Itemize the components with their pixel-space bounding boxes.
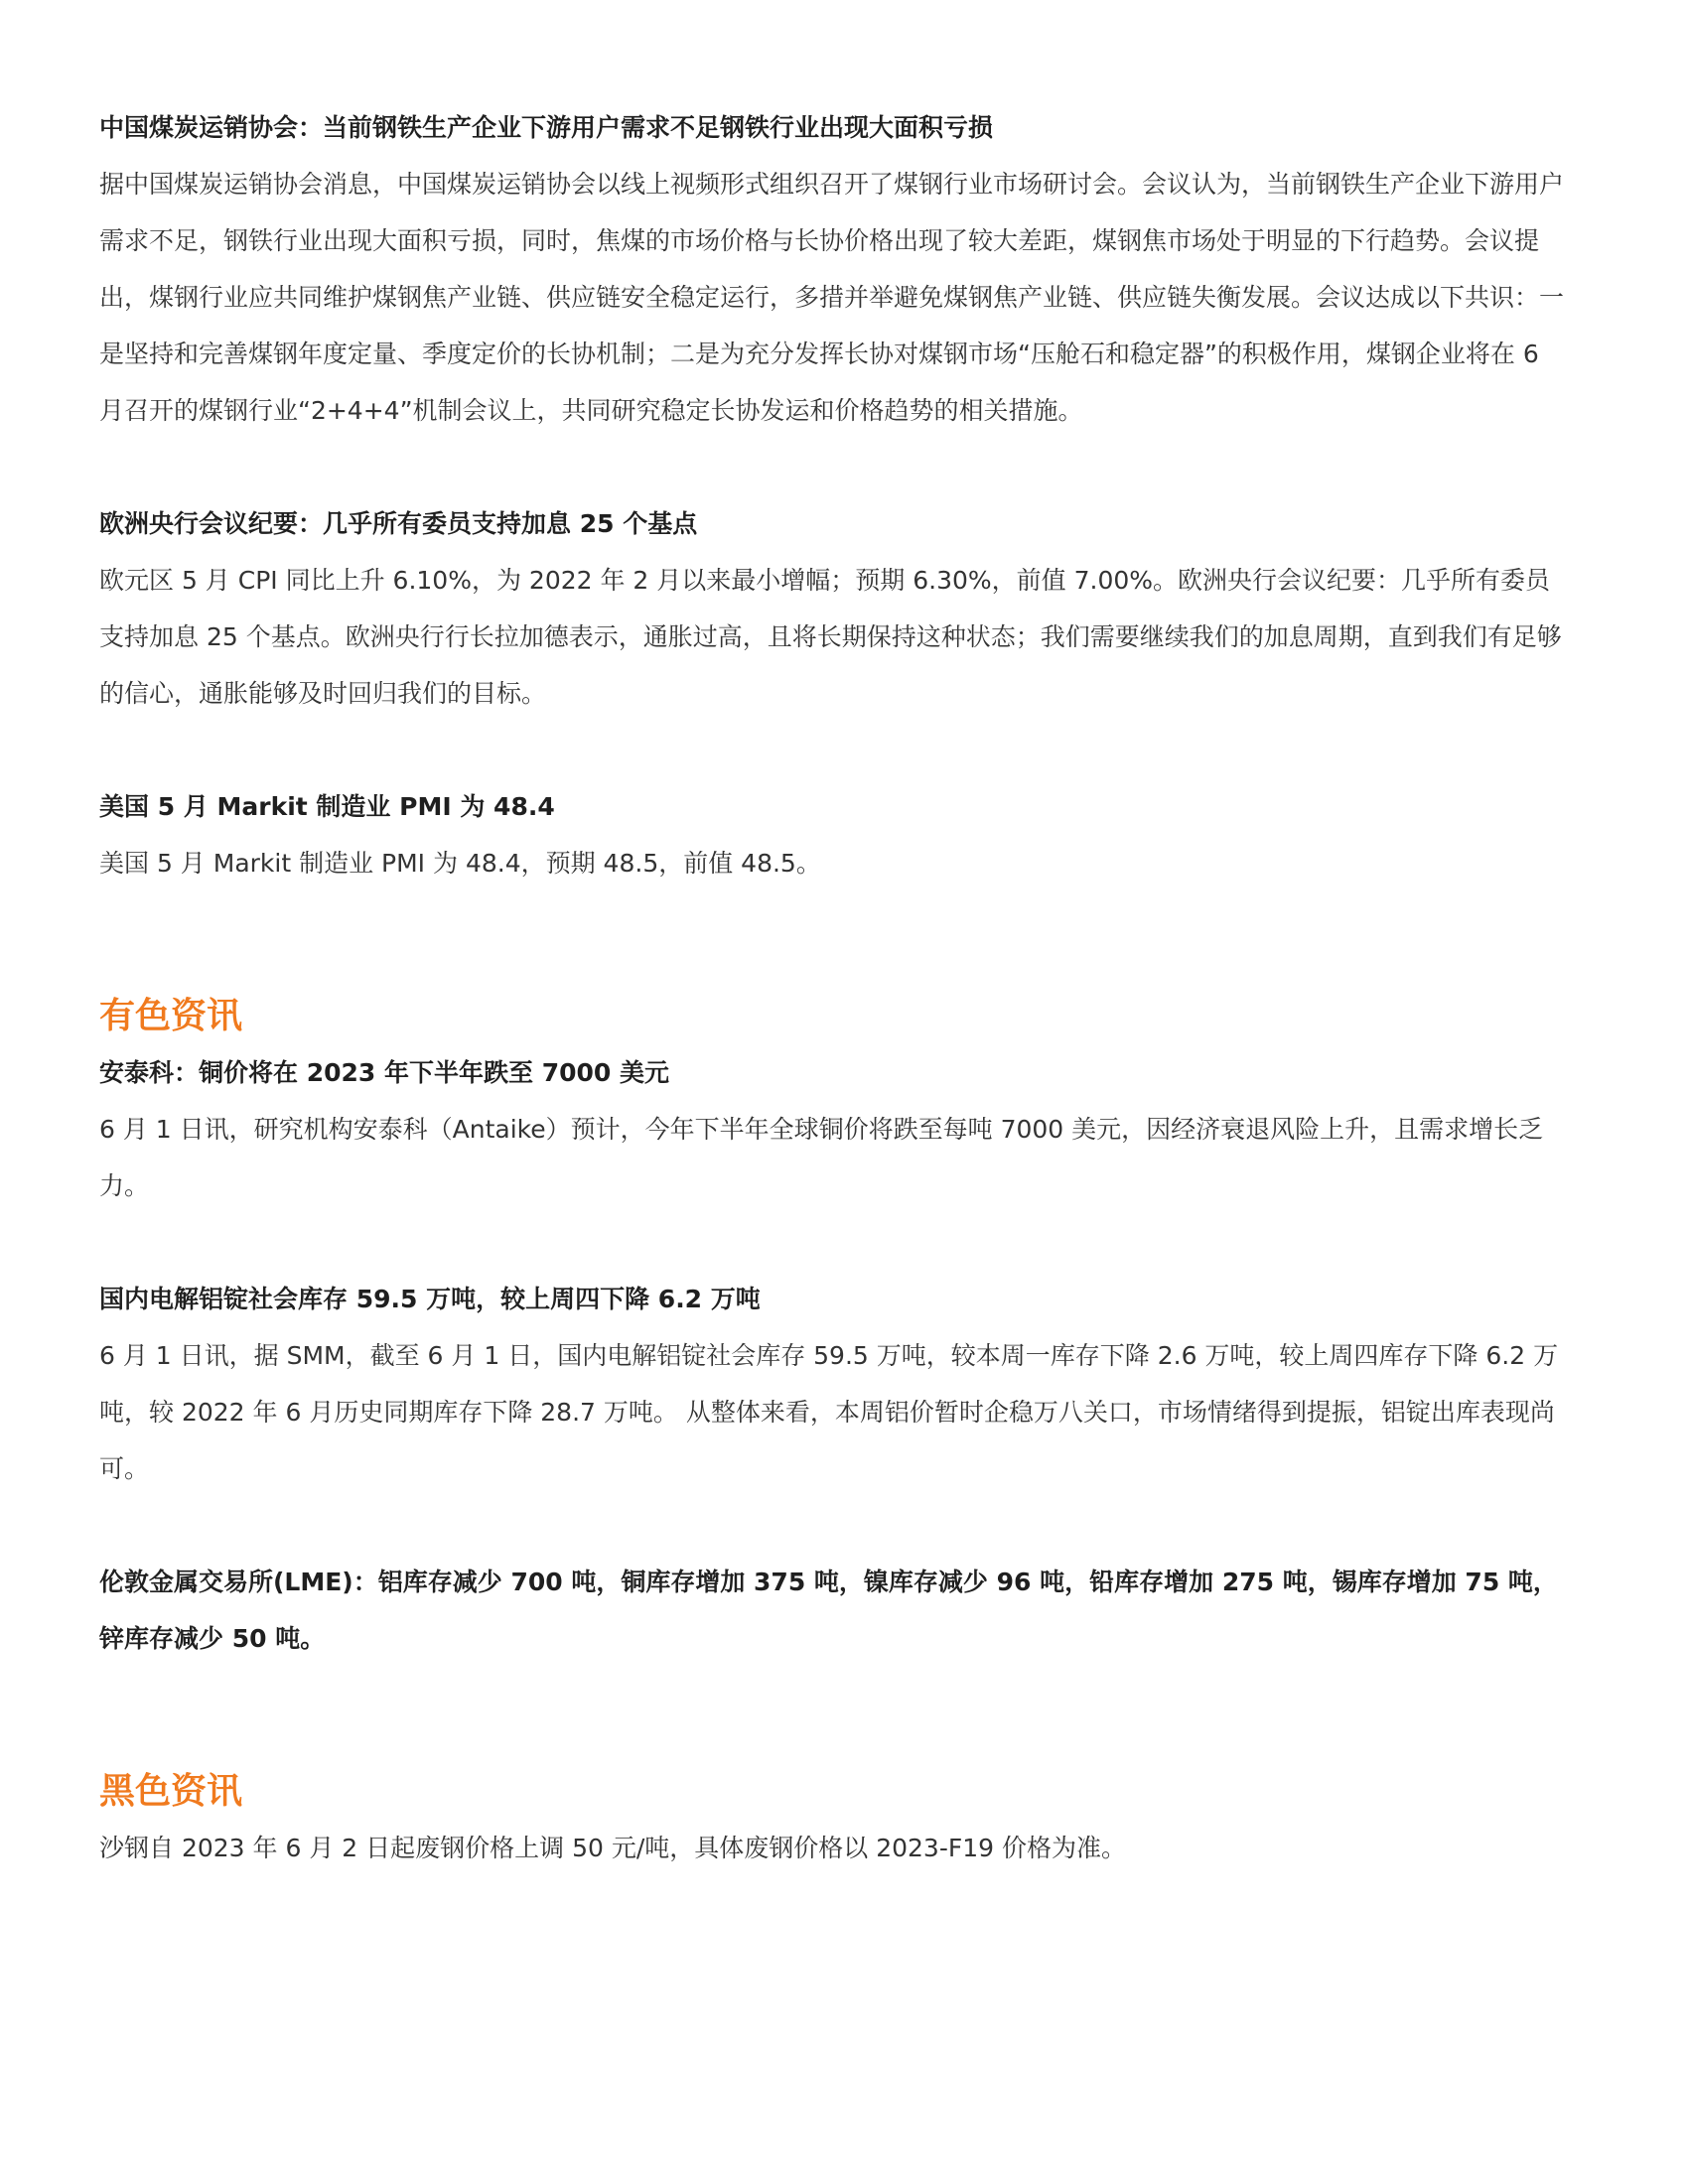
- article-headline-lme: 伦敦金属交易所(LME)：铝库存减少 700 吨，铜库存增加 375 吨，镍库存减少 96 吨，铅库存增加 275 吨，锡库存增加 75 吨，锌库存减少 50 吨。: [99, 1568, 1558, 1653]
- article-headline-copper: 安泰科：铜价将在 2023 年下半年跌至 7000 美元: [99, 1058, 669, 1087]
- spacer: [99, 1497, 1569, 1554]
- article-body-copper: 6 月 1 日讯，研究机构安泰科（Antaike）预计，今年下半年全球铜价将跌至每吨 7000 美元，因经济衰退风险上升，且需求增长乏力。: [99, 1115, 1544, 1200]
- document-page: [99, 99, 1569, 1876]
- article-headline-ecb: 欧洲央行会议纪要：几乎所有委员支持加息 25 个基点: [99, 509, 698, 538]
- spacer: [99, 1667, 1569, 1763]
- article-body-ferrous: 沙钢自 2023 年 6 月 2 日起废钢价格上调 50 元/吨，具体废钢价格以 2023-F19 价格为准。: [99, 1834, 1126, 1862]
- article-headline-coal: 中国煤炭运销协会：当前钢铁生产企业下游用户需求不足钢铁行业出现大面积亏损: [99, 113, 994, 142]
- article-body-aluminum: 6 月 1 日讯，据 SMM，截至 6 月 1 日，国内电解铝锭社会库存 59.5 万吨，较本周一库存下降 2.6 万吨，较上周四库存下降 6.2 万吨，较 2022 年 6 月历史同期库存下降 28.7 万吨。 从整体来看，本周铝价暂时企稳万八关口，市场情绪得到提振，铝锭出库表现尚可。: [99, 1341, 1559, 1483]
- article-body-coal: 据中国煤炭运销协会消息，中国煤炭运销协会以线上视频形式组织召开了煤钢行业市场研讨会。会议认为，当前钢铁生产企业下游用户需求不足，钢铁行业出现大面积亏损，同时，焦煤的市场价格与长协价格出现了较大差距，煤钢焦市场处于明显的下行趋势。会议提出，煤钢行业应共同维护煤钢焦产业链、供应链安全稳定运行，多措并举避免煤钢焦产业链、供应链失衡发展。会议达成以下共识：一是坚持和完善煤钢年度定量、季度定价的长协机制；二是为充分发挥长协对煤钢市场“压舱石和稳定器”的积极作用，煤钢企业将在 6 月召开的煤钢行业“2+4+4”机制会议上，共同研究稳定长协发运和价格趋势的相关措施。: [99, 170, 1565, 425]
- spacer: [99, 722, 1569, 778]
- article-headline-aluminum: 国内电解铝锭社会库存 59.5 万吨，较上周四下降 6.2 万吨: [99, 1285, 761, 1313]
- section-title-nonferrous: 有色资讯: [99, 996, 243, 1036]
- spacer: [99, 891, 1569, 988]
- spacer: [99, 1214, 1569, 1271]
- article-body-ecb: 欧元区 5 月 CPI 同比上升 6.10%，为 2022 年 2 月以来最小增幅；预期 6.30%，前值 7.00%。欧洲央行会议纪要：几乎所有委员支持加息 25 个基点。欧洲央行行长拉加德表示，通胀过高，且将长期保持这种状态；我们需要继续我们的加息周期，直到我们有足够的信心，通胀能够及时回归我们的目标。: [99, 566, 1562, 708]
- article-body-pmi: 美国 5 月 Markit 制造业 PMI 为 48.4，预期 48.5，前值 48.5。: [99, 849, 821, 878]
- section-title-ferrous: 黑色资讯: [99, 1771, 243, 1812]
- article-headline-pmi: 美国 5 月 Markit 制造业 PMI 为 48.4: [99, 792, 555, 821]
- spacer: [99, 439, 1569, 495]
